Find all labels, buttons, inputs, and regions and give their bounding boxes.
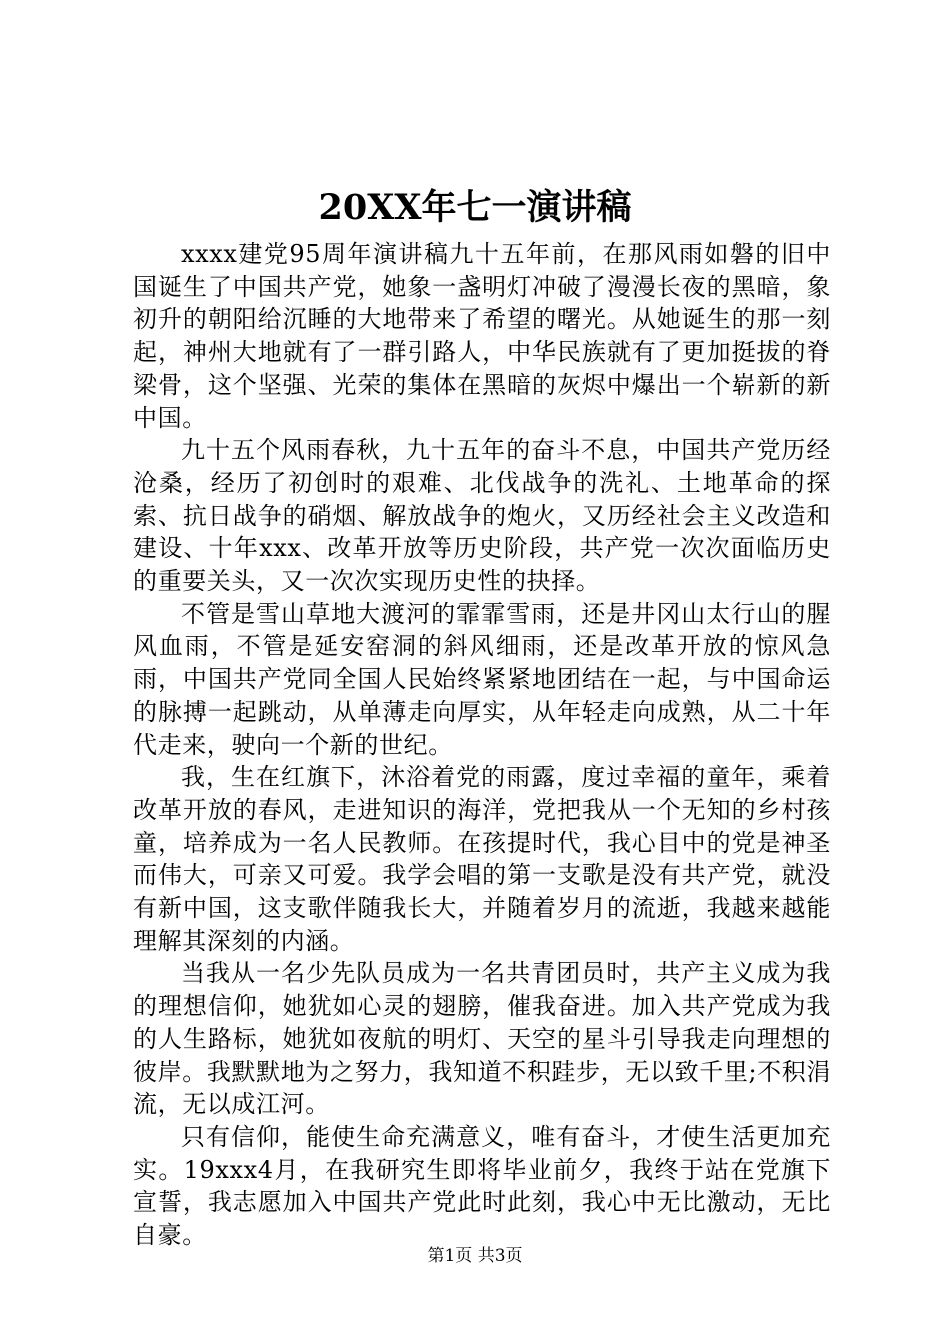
paragraph-1: xxxx建党95周年演讲稿九十五年前，在那风雨如磐的旧中国诞生了中国共产党，她象一盏明灯冲破了漫漫长夜的黑暗，象初升的朝阳给沉睡的大地带来了希望的曙光。从她诞生的那一刻起，神州大地就有了一群引路人，中华民族就有了更加挺拔的脊梁骨，这个坚强、光荣的集体在黑暗的灰烬中爆出一个崭新的新中国。: [133, 240, 831, 432]
paragraph-5: 当我从一名少先队员成为一名共青团员时，共产主义成为我的理想信仰，她犹如心灵的翅膀，催我奋进。加入共产党成为我的人生路标，她犹如夜航的明灯、天空的星斗引导我走向理想的彼岸。我默默地为之努力，我知道不积跬步，无以致千里;不积涓流，无以成江河。: [133, 959, 831, 1119]
document-title: 20XX年七一演讲稿: [318, 187, 632, 228]
paragraph-3: 不管是雪山草地大渡河的霏霏雪雨，还是井冈山太行山的腥风血雨，不管是延安窑洞的斜风细雨，还是改革开放的惊风急雨，中国共产党同全国人民始终紧紧地团结在一起，与中国命运的脉搏一起跳动，从单薄走向厚实，从年轻走向成熟，从二十年代走来，驶向一个新的世纪。: [133, 599, 831, 759]
paragraph-2: 九十五个风雨春秋，九十五年的奋斗不息，中国共产党历经沧桑，经历了初创时的艰难、北伐战争的洗礼、土地革命的探索、抗日战争的硝烟、解放战争的炮火，又历经社会主义改造和建设、十年xxx、改革开放等历史阶段，共产党一次次面临历史的重要关头，又一次次实现历史性的抉择。: [133, 436, 831, 596]
paragraph-4: 我，生在红旗下，沐浴着党的雨露，度过幸福的童年，乘着改革开放的春风，走进知识的海洋，党把我从一个无知的乡村孩童，培养成为一名人民教师。在孩提时代，我心目中的党是神圣而伟大，可亲又可爱。我学会唱的第一支歌是没有共产党，就没有新中国，这支歌伴随我长大，并随着岁月的流逝，我越来越能理解其深刻的内涵。: [133, 763, 831, 955]
document-body: [133, 238, 831, 1252]
paragraph-6: 只有信仰，能使生命充满意义，唯有奋斗，才使生活更加充实。19xxx4月，在我研究生即将毕业前夕，我终于站在党旗下宣誓，我志愿加入中国共产党此时此刻，我心中无比激动，无比自豪。: [133, 1122, 831, 1250]
page-footer: 第1页 共3页: [427, 1246, 523, 1266]
